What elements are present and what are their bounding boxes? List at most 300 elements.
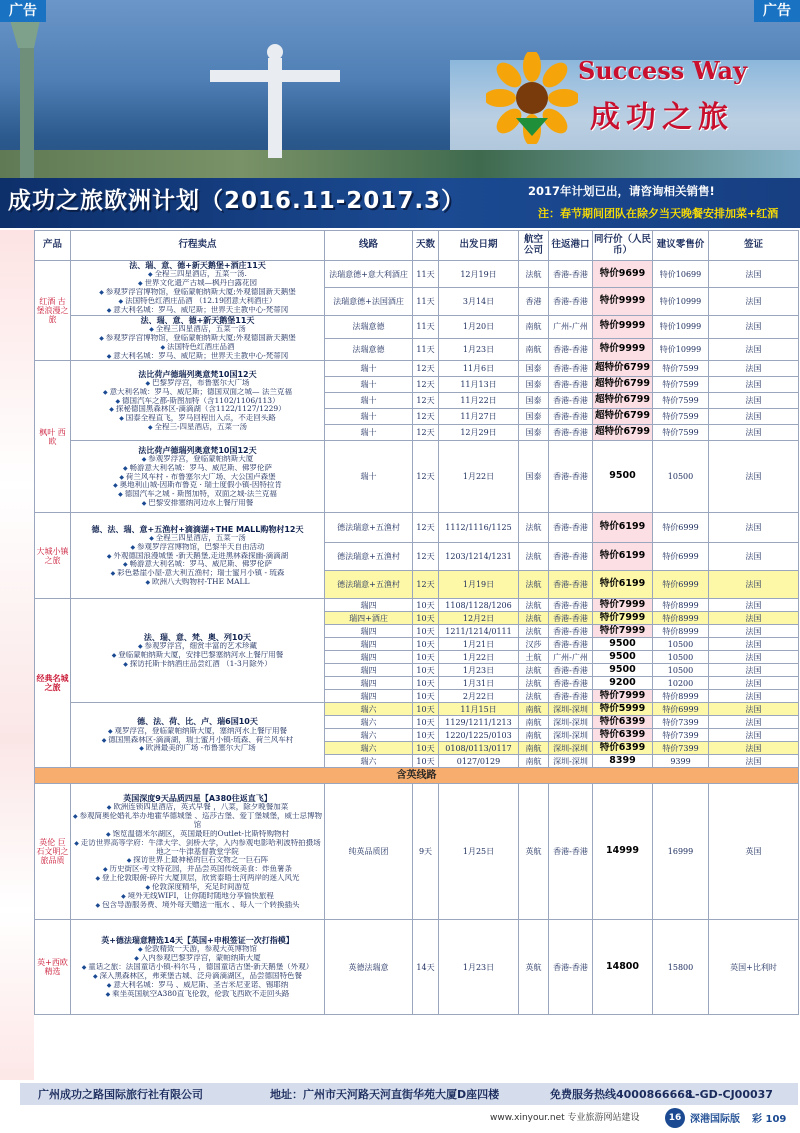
visa-cell: 法国 [709,638,799,651]
highlight-item: ◆ 世界文化遗产古城—枫丹白露花园 [72,279,323,288]
visa-cell: 法国 [709,742,799,755]
price-cell: 特价6199 [593,543,653,571]
highlight-item: ◆ 境外无线WIFI，让你随时随地分享愉快旅程 [72,892,323,901]
airline-cell: 法航 [519,543,549,571]
port-cell: 香港-香港 [549,513,593,543]
price-cell: 特价6399 [593,742,653,755]
highlight-item: ◆ 参观简奥伦婚礼举办地霍华德城堡 、巡莎古堡、爱丁堡城堡，威士忌博物馆 [72,812,323,830]
date-cell: 1220/1225/0103 [439,729,519,742]
highlight-item: ◆ 畅游意大利名城：罗马、威尼斯、佛罗伦萨 [72,464,323,473]
visa-cell: 法国 [709,677,799,690]
retail-cell: 特价7399 [653,729,709,742]
tour-title: 德、法、荷、比、卢、瑞6国10天 [137,717,258,727]
date-cell: 12月2日 [439,612,519,625]
visa-cell: 法国 [709,571,799,599]
footer-company: 广州成功之路国际旅行社有限公司 [38,1088,203,1101]
highlight-item: ◆ 全程三四星酒店，五菜一汤 [72,325,323,334]
retail-cell: 特价7599 [653,393,709,409]
highlight-item: ◆ 法国特色红酒庄品酒 [72,343,323,352]
highlight-item: ◆ 巴黎罗浮宫，布鲁塞尔大广场 [72,379,323,388]
highlight-item: ◆ 参观罗浮宫，细赏丰富的艺术珍藏 [72,642,323,651]
port-cell: 广州-广州 [549,315,593,338]
price-cell: 特价7999 [593,612,653,625]
days-cell: 10天 [413,716,439,729]
price-cell: 超特价6799 [593,377,653,393]
price-cell: 超特价6799 [593,425,653,441]
highlight-item: ◆ 入内参观巴黎罗浮宫，蒙帕纳斯大厦 [72,954,323,963]
price-cell: 9500 [593,651,653,664]
highlight-item: ◆ 探秘德国黑森林区-滴滴湖（含1122/1127/1229） [72,405,323,414]
line-cell: 瑞十 [325,377,413,393]
visa-cell: 英国+比利时 [709,920,799,1015]
tour-title: 法比荷卢德瑞列奥意梵10国12天 [138,445,257,455]
highlights-cell [71,441,325,513]
days-cell: 10天 [413,599,439,612]
retail-cell: 特价10699 [653,261,709,288]
price-cell: 特价6399 [593,716,653,729]
product-cell: 经典名城之旅 [35,599,71,768]
highlight-item: ◆ 意大利名城：罗马、威尼斯；德国双面之城— 法兰克福 [72,388,323,397]
date-cell: 1月23日 [439,920,519,1015]
visa-cell: 法国 [709,513,799,543]
airline-cell: 国泰 [519,361,549,377]
days-cell: 10天 [413,651,439,664]
airline-cell: 香港 [519,288,549,315]
visa-cell: 法国 [709,441,799,513]
retail-cell: 特价7599 [653,361,709,377]
line-cell: 德法瑞意+五渔村 [325,513,413,543]
date-cell: 1112/1116/1125 [439,513,519,543]
line-cell: 瑞十 [325,393,413,409]
header-visa: 签证 [709,231,799,261]
highlight-item: ◆ 参观罗浮宫博物馆，登临蒙帕纳斯大厦;外观德国新天鹅堡 [72,334,323,343]
airline-cell: 南航 [519,742,549,755]
flower-decoration [0,230,34,1080]
logo-chinese: 成功之旅 [590,100,734,135]
retail-cell: 特价8999 [653,625,709,638]
airline-cell: 南航 [519,755,549,768]
line-cell: 瑞四 [325,690,413,703]
date-cell: 1月22日 [439,651,519,664]
port-cell: 香港-香港 [549,599,593,612]
date-cell: 11月22日 [439,393,519,409]
header-airline: 航空公司 [519,231,549,261]
visa-cell: 法国 [709,703,799,716]
tour-title: 法、瑞、意、梵、奥、列10天 [143,632,252,642]
retail-cell: 16999 [653,784,709,920]
table-row [35,920,799,1015]
airline-cell: 法航 [519,513,549,543]
retail-cell: 特价8999 [653,690,709,703]
retail-cell: 特价6999 [653,513,709,543]
date-cell: 0127/0129 [439,755,519,768]
price-cell: 特价6199 [593,513,653,543]
highlight-item: ◆ 欧洲八大购物村-THE MALL [72,578,323,587]
section-row [35,768,799,784]
line-cell: 瑞四 [325,625,413,638]
product-cell: 枫叶 西欧 [35,361,71,513]
price-cell: 9500 [593,441,653,513]
airline-cell: 法航 [519,261,549,288]
table-row [35,315,799,338]
price-cell: 9500 [593,638,653,651]
highlight-item: ◆ 参观罗浮宫博物馆，登临蒙帕纳斯大厦;外观德国新天鹅堡 [72,288,323,297]
visa-cell: 法国 [709,288,799,315]
date-cell: 2月22日 [439,690,519,703]
ad-label-left: 广告 [0,0,46,22]
visa-cell: 法国 [709,625,799,638]
product-cell: 英+西欧精选 [35,920,71,1015]
date-cell: 1月20日 [439,315,519,338]
header-price: 同行价（人民币） [593,231,653,261]
port-cell: 香港-香港 [549,571,593,599]
visa-cell: 法国 [709,543,799,571]
days-cell: 12天 [413,393,439,409]
retail-cell: 特价7399 [653,742,709,755]
header-days: 天数 [413,231,439,261]
retail-cell: 特价7599 [653,409,709,425]
highlight-item: ◆ 观罗浮宫，登临蒙帕纳斯大厦，塞纳河水上餐厅用餐 [72,727,323,736]
airline-cell: 国泰 [519,409,549,425]
price-cell: 特价7999 [593,599,653,612]
days-cell: 12天 [413,377,439,393]
port-cell: 香港-香港 [549,638,593,651]
footer-page: 彩 109 [752,1114,787,1125]
header-retail: 建议零售价 [653,231,709,261]
date-cell: 11月15日 [439,703,519,716]
days-cell: 11天 [413,288,439,315]
price-cell: 特价6399 [593,729,653,742]
page-title: 成功之旅欧洲计划（2016.11-2017.3） [8,188,466,214]
date-cell: 11月6日 [439,361,519,377]
date-cell: 3月14日 [439,288,519,315]
tour-title: 英+德法瑞意精选14天【英国+申根签证一次打指模】 [101,936,294,946]
port-cell: 香港-香港 [549,361,593,377]
airline-cell: 英航 [519,920,549,1015]
airline-cell: 法航 [519,677,549,690]
highlight-item: ◆ 参观罗浮宫，登临蒙帕纳斯大厦 [72,455,323,464]
footer-bar [20,1083,798,1105]
price-cell: 特价7999 [593,690,653,703]
line-cell: 瑞四 [325,599,413,612]
header-highlights: 行程卖点 [71,231,325,261]
airline-cell: 南航 [519,703,549,716]
product-cell: 大城小镇之旅 [35,513,71,599]
price-cell: 特价9699 [593,261,653,288]
table-row [35,599,799,612]
highlight-item: ◆ 国泰全程直飞，罗马回程出入点，不走回头路 [72,414,323,423]
port-cell: 深圳-深圳 [549,742,593,755]
retail-cell: 特价7599 [653,377,709,393]
highlights-cell [71,361,325,441]
highlight-item: ◆ 意大利名城：罗马 、威尼斯、圣吉米尼亚诺、锡耶纳 [72,981,323,990]
days-cell: 14天 [413,920,439,1015]
highlight-item: ◆ 登上伦敦眼俯-碎片大厦顶层，欣赏泰晤士河两岸的迷人风光 [72,874,323,883]
line-cell: 瑞四 [325,651,413,664]
price-cell: 特价9999 [593,338,653,361]
date-cell: 1108/1128/1206 [439,599,519,612]
port-cell: 香港-香港 [549,664,593,677]
tour-title: 法、瑞、意、德+新天鹅堡11天 [140,315,255,325]
airline-cell: 法航 [519,690,549,703]
tour-title: 法比荷卢德瑞列奥意梵10国12天 [138,369,257,379]
date-cell: 12月19日 [439,261,519,288]
days-cell: 9天 [413,784,439,920]
port-cell: 香港-香港 [549,338,593,361]
days-cell: 12天 [413,409,439,425]
date-cell: 11月27日 [439,409,519,425]
retail-cell: 特价7399 [653,716,709,729]
date-cell: 1月19日 [439,571,519,599]
days-cell: 10天 [413,638,439,651]
retail-cell: 特价8999 [653,612,709,625]
notice-plan: 2017年计划已出，请咨询相关销售! [528,184,715,198]
retail-cell: 特价6999 [653,543,709,571]
price-cell: 14800 [593,920,653,1015]
tour-title: 法、瑞、意、德+新天鹅堡+酒庄11天 [129,261,266,270]
date-cell: 1129/1211/1213 [439,716,519,729]
retail-cell: 特价7599 [653,425,709,441]
price-cell: 9200 [593,677,653,690]
line-cell: 法瑞意德+法国酒庄 [325,288,413,315]
highlight-item: ◆ 法国特色红酒庄品酒 （12.19团意大利酒庄） [72,297,323,306]
highlights-cell [71,703,325,768]
highlight-item: ◆ 德国汽车之都-斯图加特（含1102/1106/113） [72,397,323,406]
visa-cell: 法国 [709,338,799,361]
visa-cell: 法国 [709,425,799,441]
price-cell: 超特价6799 [593,361,653,377]
retail-cell: 特价6999 [653,703,709,716]
line-cell: 瑞十 [325,409,413,425]
highlight-item: ◆ 包含导游服务费、境外每天赠送一瓶水 、每人一个转换插头 [72,901,323,910]
visa-cell: 法国 [709,716,799,729]
highlights-cell [71,261,325,316]
logo-english: Success Way [578,56,748,85]
airline-cell: 土航 [519,651,549,664]
airline-cell: 英航 [519,784,549,920]
highlight-item: ◆ 全程三四星酒店，五菜一汤. [72,270,323,279]
highlight-item: ◆ 奥地利山城-因斯布鲁克 · 瑞士度假小镇-因特拉肯 [72,481,323,490]
retail-cell: 10500 [653,441,709,513]
footer-site: www.xinyour.net 专业旅游网站建设 [490,1113,640,1123]
airline-cell: 国泰 [519,377,549,393]
highlight-item: ◆ 饱览温德米尔湖区，英国最旺的Outlet-比斯特购物村 [72,830,323,839]
retail-cell: 特价6999 [653,571,709,599]
sunflower-logo [486,52,578,144]
highlight-item: ◆ 彩色悬崖小屋-意大利五渔村；瑞士蜜月小镇 - 琉森 [72,569,323,578]
table-row [35,703,799,716]
header-date: 出发日期 [439,231,519,261]
retail-cell: 10500 [653,651,709,664]
highlight-item: ◆ 欧洲最美的广场 -布鲁塞尔大广场 [72,744,323,753]
days-cell: 12天 [413,513,439,543]
highlight-item: ◆ 畅游意大利名城：罗马、威尼斯、佛罗伦萨 [72,560,323,569]
line-cell: 瑞四 [325,638,413,651]
visa-cell: 法国 [709,664,799,677]
retail-cell: 9399 [653,755,709,768]
price-cell: 特价9999 [593,288,653,315]
visa-cell: 法国 [709,315,799,338]
statue-image [200,40,350,170]
line-cell: 瑞四 [325,664,413,677]
visa-cell: 法国 [709,409,799,425]
port-cell: 香港-香港 [549,677,593,690]
tour-title: 德、法、瑞、意+五渔村+滴滴湖+THE MALL购物村12天 [91,524,304,534]
days-cell: 10天 [413,729,439,742]
port-cell: 香港-香港 [549,377,593,393]
airline-cell: 法航 [519,664,549,677]
visa-cell: 法国 [709,261,799,288]
highlight-item: ◆ 欧洲连锁四星酒店，英式早餐 ，八菜，除夕晚餐加菜 [72,803,323,812]
retail-cell: 10500 [653,638,709,651]
price-cell: 超特价6799 [593,409,653,425]
line-cell: 瑞十 [325,425,413,441]
price-cell: 14999 [593,784,653,920]
line-cell: 瑞四+酒庄 [325,612,413,625]
price-cell: 超特价6799 [593,393,653,409]
retail-cell: 15800 [653,920,709,1015]
line-cell: 德法瑞意+五渔村 [325,543,413,571]
days-cell: 12天 [413,425,439,441]
highlights-cell [71,599,325,703]
highlight-item: ◆ 外观德国浪漫城堡 -新天鹅堡,走进黑林森探幽-滴滴湖 [72,552,323,561]
ad-label-right: 广告 [754,0,800,22]
footer-license: L-GD-CJ00037 [688,1087,773,1101]
highlight-item: ◆ 探访托斯卡纳酒庄品尝红酒 （1-3月除外） [72,660,323,669]
highlights-cell [71,513,325,599]
port-cell: 香港-香港 [549,920,593,1015]
product-cell: 红酒 古堡浪漫之旅 [35,261,71,361]
line-cell: 瑞十 [325,441,413,513]
days-cell: 10天 [413,690,439,703]
highlight-item: ◆ 意大利名城：罗马、威尼斯；世界天主教中心-梵蒂冈 [72,352,323,361]
retail-cell: 10200 [653,677,709,690]
visa-cell: 法国 [709,599,799,612]
highlights-cell [71,315,325,361]
table-row [35,261,799,288]
date-cell: 11月13日 [439,377,519,393]
date-cell: 1月23日 [439,664,519,677]
airline-cell: 法航 [519,625,549,638]
port-cell: 香港-香港 [549,784,593,920]
table-row [35,784,799,920]
line-cell: 瑞六 [325,755,413,768]
highlight-item: ◆ 德国汽车之城 - 斯图加特，双面之城-法兰克福 [72,490,323,499]
price-cell: 特价6199 [593,571,653,599]
highlight-item: ◆ 全程三-四星酒店，五菜一汤 [72,423,323,432]
line-cell: 德法瑞意+五渔村 [325,571,413,599]
visa-cell: 法国 [709,361,799,377]
visa-cell: 法国 [709,612,799,625]
days-cell: 12天 [413,361,439,377]
airline-cell: 法航 [519,612,549,625]
price-cell: 8399 [593,755,653,768]
date-cell: 1月22日 [439,441,519,513]
highlight-item: ◆ 巴黎安排塞纳河边水上餐厅用餐 [72,499,323,508]
highlight-item: ◆ 参观罗浮宫博物馆，巴黎半天自由活动 [72,543,323,552]
line-cell: 英德法瑞意 [325,920,413,1015]
header-line: 线路 [325,231,413,261]
footer-edition: 深港国际版 [690,1114,740,1125]
port-cell: 香港-香港 [549,425,593,441]
edition-badge: 16 [665,1108,685,1128]
port-cell: 香港-香港 [549,612,593,625]
port-cell: 广州-广州 [549,651,593,664]
price-cell: 特价5999 [593,703,653,716]
highlight-item: ◆ 伦敦精致一天游，参观大英博物馆 [72,945,323,954]
highlight-item: ◆ 童话之旅：法国童话小镇-科尔马 ，德国童话古堡-新天鹅堡（外观） [72,963,323,972]
airline-cell: 国泰 [519,393,549,409]
port-cell: 香港-香港 [549,441,593,513]
price-cell: 特价9999 [593,315,653,338]
date-cell: 1211/1214/0111 [439,625,519,638]
visa-cell: 英国 [709,784,799,920]
line-cell: 纯英品质团 [325,784,413,920]
retail-cell: 特价10999 [653,338,709,361]
highlight-item: ◆ 德国黑森林区-滴滴湖，瑞士蜜月小镇-琉森、荷兰风车村 [72,736,323,745]
line-cell: 法瑞意德+意大利酒庄 [325,261,413,288]
highlight-item: ◆ 探访世界上最神秘的巨石文物之一巨石阵 [72,856,323,865]
airline-cell: 法航 [519,571,549,599]
line-cell: 瑞六 [325,716,413,729]
date-cell: 1203/1214/1231 [439,543,519,571]
line-cell: 瑞四 [325,677,413,690]
days-cell: 12天 [413,441,439,513]
days-cell: 10天 [413,742,439,755]
visa-cell: 法国 [709,755,799,768]
visa-cell: 法国 [709,690,799,703]
line-cell: 瑞六 [325,742,413,755]
table-row [35,513,799,543]
highlight-item: ◆ 走访世界高等学府：牛津大学、剑桥大学，入内参观电影哈利波特拍摄场地之一牛津基督教堂学院 [72,839,323,857]
port-cell: 深圳-深圳 [549,729,593,742]
line-cell: 瑞六 [325,729,413,742]
date-cell: 1月23日 [439,338,519,361]
highlight-item: ◆ 登临蒙帕纳斯大厦，安排巴黎塞纳河水上餐厅用餐 [72,651,323,660]
date-cell: 12月29日 [439,425,519,441]
table-row [35,441,799,513]
port-cell: 香港-香港 [549,690,593,703]
line-cell: 法瑞意德 [325,315,413,338]
airline-cell: 国泰 [519,441,549,513]
port-cell: 深圳-深圳 [549,755,593,768]
highlight-item: ◆ 历史街区-考文特花园，并品尝英国传统美食：炸鱼薯条 [72,865,323,874]
airline-cell: 法航 [519,599,549,612]
port-cell: 香港-香港 [549,261,593,288]
highlights-cell [71,920,325,1015]
highlight-item: ◆ 深入黑森林区，弗莱堡古城、泛舟滴滴湖区，品尝德国特色餐 [72,972,323,981]
line-cell: 瑞六 [325,703,413,716]
days-cell: 10天 [413,664,439,677]
line-cell: 法瑞意德 [325,338,413,361]
port-cell: 深圳-深圳 [549,703,593,716]
airline-cell: 南航 [519,729,549,742]
days-cell: 10天 [413,755,439,768]
port-cell: 香港-香港 [549,409,593,425]
line-cell: 瑞十 [325,361,413,377]
days-cell: 12天 [413,571,439,599]
port-cell: 香港-香港 [549,543,593,571]
footer-hotline: 免费服务热线4000866668 [550,1088,693,1101]
header-product: 产品 [35,231,71,261]
highlight-item: ◆ 全程三四星酒店，五菜一汤 [72,534,323,543]
header-port: 往返港口 [549,231,593,261]
airline-cell: 南航 [519,716,549,729]
port-cell: 香港-香港 [549,625,593,638]
highlight-item: ◆ 荷兰风车村 - 布鲁塞尔大广场、大公国卢森堡 [72,473,323,482]
notice-spring: 注：春节期间团队在除夕当天晚餐安排加菜+红酒 [538,207,779,220]
section-uk-label: 含英线路 [35,768,799,784]
